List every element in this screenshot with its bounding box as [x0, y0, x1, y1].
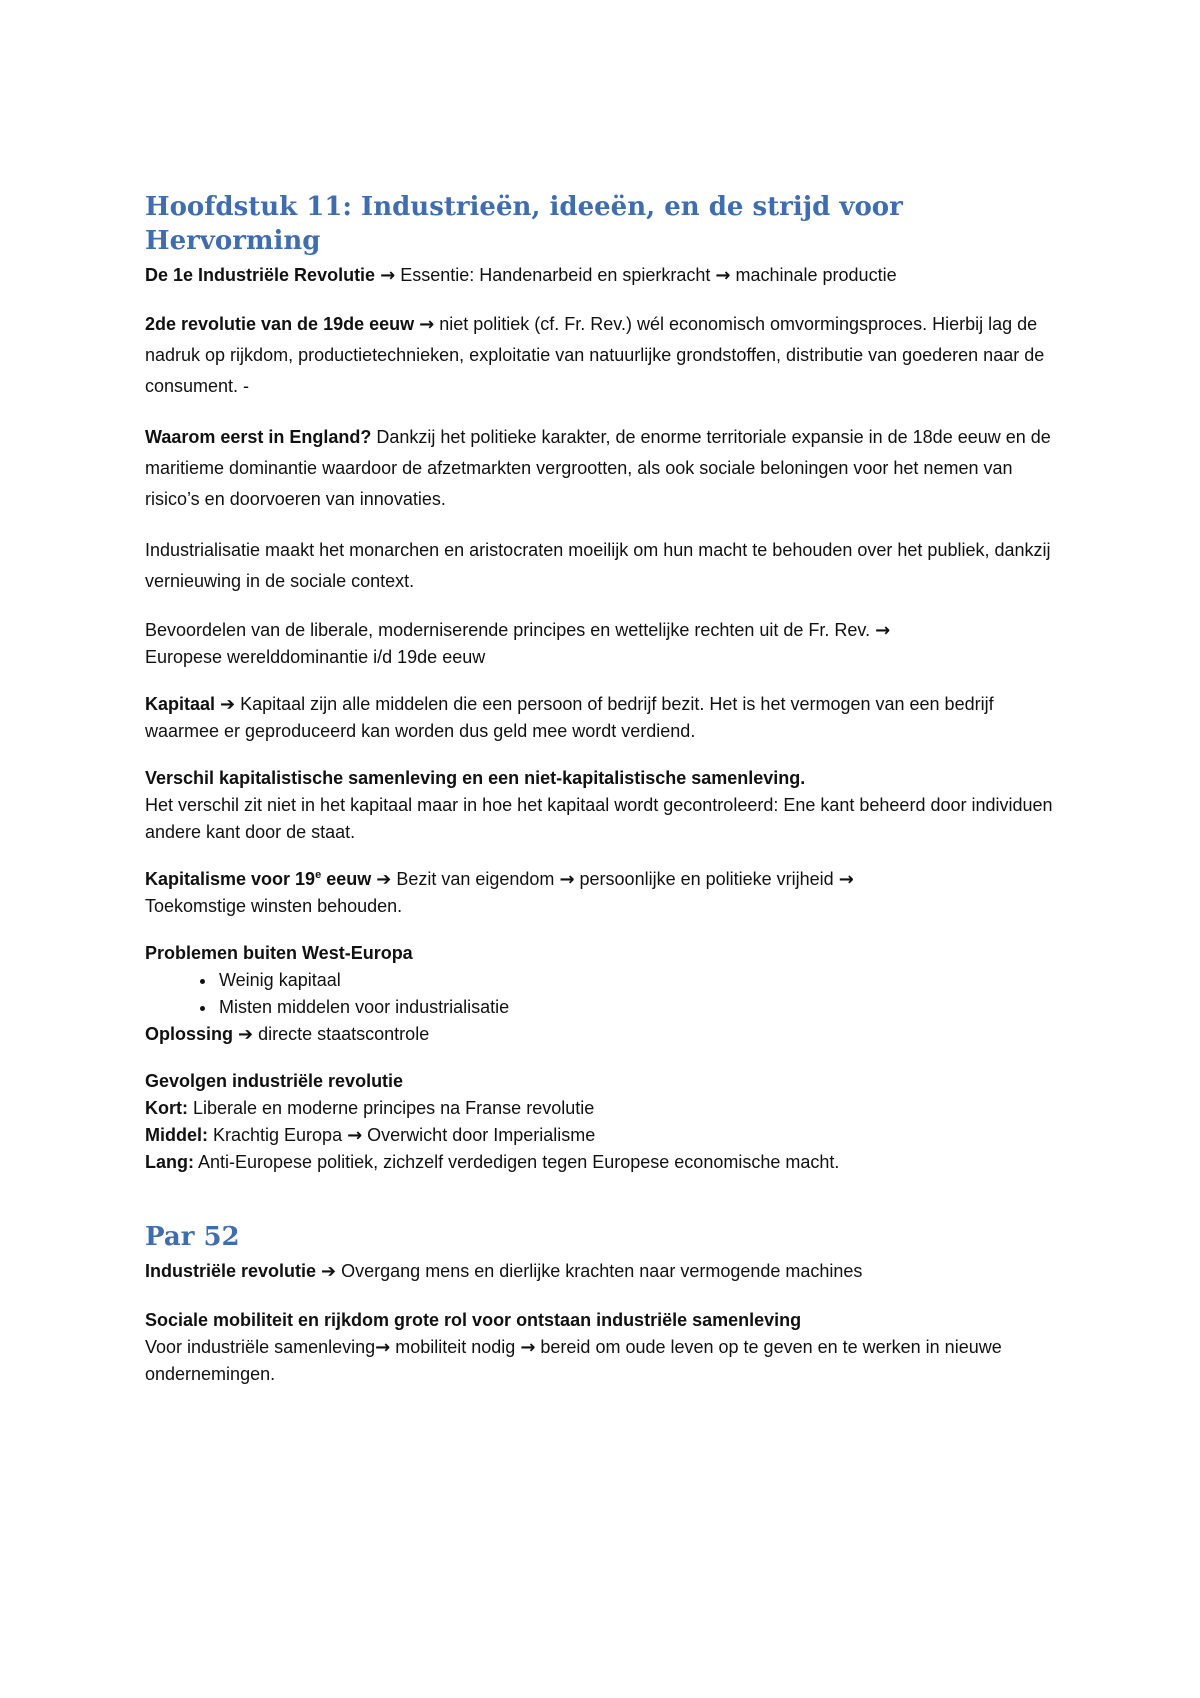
label-text: Essentie: — [395, 265, 475, 285]
body-text: Handenarbeid en spierkracht — [474, 265, 716, 285]
body-text: Overwicht door Imperialisme — [362, 1125, 596, 1145]
arrow-icon: ➔ — [376, 869, 392, 890]
bold-term: Lang: — [145, 1152, 194, 1172]
paragraph-capitalism — [145, 866, 1060, 920]
paragraph-industrial-revolution — [145, 1258, 1060, 1285]
paragraph-first-revolution — [145, 262, 1060, 289]
bold-term: Waarom eerst in England? — [145, 427, 372, 447]
arrow-icon: → — [715, 265, 731, 286]
bold-text: Kapitalisme voor 19 — [145, 869, 316, 889]
consequence-short — [145, 1095, 1060, 1122]
bold-term: Problemen buiten West-Europa — [145, 943, 413, 963]
arrow-icon: → — [875, 620, 891, 641]
paragraph-difference — [145, 765, 1060, 846]
body-text: Europese werelddominantie i/d 19de eeuw — [145, 647, 486, 667]
section-heading: Par 52 — [145, 1222, 240, 1252]
body-text: Bevoordelen van de liberale, moderniserende principes en wettelijke rechten uit de Fr. Rev. — [145, 620, 876, 640]
bold-term: De 1e Industriële Revolutie — [145, 265, 376, 285]
paragraph-second-revolution — [145, 309, 1060, 402]
bold-term: Kapitaal — [145, 694, 221, 714]
paragraph-why-england — [145, 422, 1060, 515]
arrow-icon: → — [419, 314, 435, 335]
arrow-icon: → — [375, 1337, 391, 1358]
body-text: machinale productie — [730, 265, 897, 285]
paragraph-capital — [145, 691, 1060, 745]
body-text: mobiliteit nodig — [390, 1337, 521, 1357]
body-text: Dankzij het politieke karakter, de enorme territoriale expansie in de 18de eeuw en de maritieme dominantie waardoor de afzetmarkten vergrootten, als ook sociale beloningen voor het nemen van risico’s en doorvoeren van innovaties. — [145, 427, 1051, 509]
arrow-icon: ➔ — [321, 1261, 337, 1282]
body-text: Kapitaal zijn alle middelen die een persoon of bedrijf bezit. Het is het vermogen van een bedrijf waarmee er geproduceerd kan worden dus geld mee wordt verdiend. — [145, 694, 994, 741]
body-text: Voor industriële samenleving — [145, 1337, 376, 1357]
consequences-title — [145, 1068, 1060, 1095]
paragraph-industrialisation: Industrialisatie maakt het monarchen en aristocraten moeilijk om hun macht te behouden over het publiek, dankzij vernieuwing in de sociale context. — [145, 540, 1051, 591]
bold-term: Gevolgen industriële revolutie — [145, 1071, 404, 1091]
bold-term — [145, 869, 376, 889]
bold-text: eeuw — [321, 869, 377, 889]
bold-term: 2de revolutie van de 19de eeuw — [145, 314, 415, 334]
body-text: Krachtig Europa — [208, 1125, 348, 1145]
body-text: Anti-Europese politiek, zichzelf verdedigen tegen Europese economische macht. — [194, 1152, 840, 1172]
consequence-long — [145, 1149, 1060, 1176]
solution-line — [145, 1021, 1060, 1048]
paragraph-social-mobility — [145, 1307, 1060, 1388]
arrow-icon: → — [347, 1125, 363, 1146]
body-text: Het verschil zit niet in het kapitaal maar in hoe het kapitaal wordt gecontroleerd: Ene kant beheerd door individuen andere kant door de staat. — [145, 795, 1053, 842]
arrow-icon: → — [520, 1337, 536, 1358]
body-text: niet politiek (cf. Fr. Rev.) wél economisch omvormingsproces. Hierbij lag de nadruk op rijkdom, productietechnieken, exploitatie van natuurlijke grondstoffen, distributie van goederen naar de consument. - — [145, 314, 1045, 396]
bold-term: Sociale mobiliteit en rijkdom grote rol voor ontstaan industriële samenleving — [145, 1310, 802, 1330]
chapter-heading: Hoofdstuk 11: Industrieën, ideeën, en de strijd voor Hervorming — [145, 192, 903, 256]
arrow-icon: → — [838, 869, 854, 890]
bold-term: Middel: — [145, 1125, 208, 1145]
body-text: Overgang mens en dierlijke krachten naar vermogende machines — [336, 1261, 863, 1281]
body-text: Bezit van eigendom — [391, 869, 560, 889]
bold-term: Industriële revolutie — [145, 1261, 322, 1281]
problems-list — [145, 967, 1060, 1021]
list-item: • Weinig kapitaal — [217, 967, 1060, 994]
body-text: bereid om oude leven op te geven en te werken in nieuwe ondernemingen. — [145, 1337, 1002, 1384]
body-text: persoonlijke en politieke vrijheid — [574, 869, 839, 889]
paragraph-advantages — [145, 617, 1060, 671]
bold-term: Verschil kapitalistische samenleving en een niet-kapitalistische samenleving. — [145, 768, 806, 788]
arrow-icon: → — [559, 869, 575, 890]
arrow-icon: ➔ — [238, 1024, 254, 1045]
arrow-icon: ➔ — [220, 694, 236, 715]
list-item: • Misten middelen voor industrialisatie — [217, 994, 1060, 1021]
arrow-icon: → — [380, 265, 396, 286]
consequence-middle — [145, 1122, 1060, 1149]
bold-term: Kort: — [145, 1098, 188, 1118]
body-text: Liberale en moderne principes na Franse revolutie — [188, 1098, 595, 1118]
body-text: directe staatscontrole — [253, 1024, 430, 1044]
problems-title — [145, 940, 1060, 967]
superscript: e — [315, 869, 322, 881]
body-text: Toekomstige winsten behouden. — [145, 896, 403, 916]
bold-term: Oplossing — [145, 1024, 239, 1044]
